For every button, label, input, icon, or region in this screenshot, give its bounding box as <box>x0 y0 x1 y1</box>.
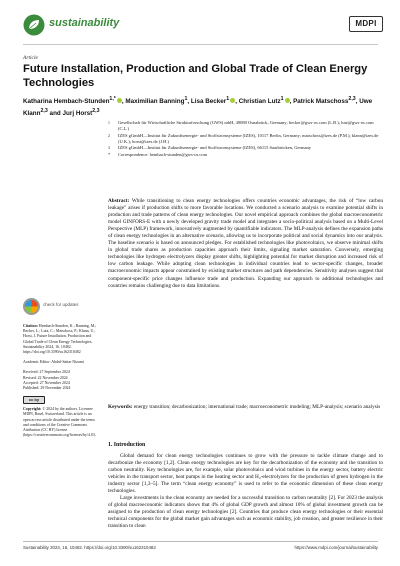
orcid-icon[interactable] <box>117 98 122 103</box>
orcid-icon[interactable] <box>285 98 290 103</box>
academic-editor: Academic Editor: Abdul-Sattar Nizami <box>23 360 84 365</box>
author-affil-ref: 1 <box>226 96 230 102</box>
sidebar-info <box>23 296 99 443</box>
check-updates-label: check for updates <box>43 302 79 307</box>
paragraph: Large investments in the clean economy are needed for a successful transition to carbon neutrality [2]. For 2023 the analysis of global macroeconomic indicators shows that 4% of global GDP growth and almost 10% of global investment growth can be assigned to the production of clean energy technologies [2]. Countries that produce clean energy technologies or their essential technical components for the global market gain advantages such as economic stability, job creation, and greater resilience in their transition to clean <box>108 495 383 530</box>
section-heading: 1. Introduction <box>108 442 146 448</box>
abstract <box>108 198 383 290</box>
author-affil-ref: 2,3 <box>40 107 48 114</box>
author-name: Christian Lutz <box>238 98 281 106</box>
received-date: Received: 27 September 2024 <box>23 370 70 375</box>
author-name: Jurj Horst <box>62 109 93 117</box>
author-name: Uwe Klann <box>23 98 373 117</box>
correspondence-item: * Correspondence: hembach-stunden@gws-os.com <box>108 151 208 157</box>
accepted-date: Accepted: 27 November 2024 <box>23 380 70 385</box>
introduction-body <box>108 453 383 531</box>
journal-header <box>23 12 383 38</box>
author-affil-ref: 2,3 <box>92 107 100 114</box>
affiliations <box>108 120 383 158</box>
footer-citation[interactable]: Sustainability 2024, 16, 10482. https://doi.org/10.3390/su162310482 <box>23 545 156 550</box>
author-name: Lisa Becker <box>190 98 227 106</box>
footer-journal-url[interactable]: https://www.mdpi.com/journal/sustainability <box>294 545 378 550</box>
copyright-label: Copyright: <box>23 407 42 412</box>
citation-label: Citation: <box>23 324 38 328</box>
affiliation-item: 1 Gesellschaft für Wirtschaftliche Strukturforschung (GWS) mbH, 49080 Osnabrück, Germany; becker@gws-os.com (L.B.); lutz@gws-os.com (C.L.) <box>108 120 374 131</box>
check-for-updates-badge[interactable] <box>23 296 99 318</box>
article-title: Future Installation, Production and Global Trade of Clean Energy Technologies <box>23 63 368 89</box>
published-date: Published: 29 November 2024 <box>23 386 71 391</box>
cc-by-license-icon[interactable]: cc by <box>23 396 45 404</box>
author-affil-ref: 1 <box>184 96 188 102</box>
keywords-text: energy transition; decarbonization; international trade; macroeconometric modeling; MLP-analysis; scenario analysis <box>133 404 381 410</box>
keywords <box>108 404 383 411</box>
copyright-block <box>23 407 99 438</box>
journal-name[interactable]: sustainability <box>49 17 120 29</box>
citation-text[interactable]: Hembach-Stunden, K.; Banning, M.; Becker, L.; Lutz, C.; Matschoss, P.; Klann, U.; Horst, J. Future Installation, Production and Global Trade of Clean Energy Technologies. Sustainability 2024, 16, 10482. https://doi.org/10.3390/su162310482 <box>23 324 97 355</box>
affiliation-item: 3 IZES gGmbH—Institut für Zukunftsenergie- und Stoffstromsysteme (IZES), 66115 Saarbrücken, Germany <box>108 145 312 150</box>
article-type: Article <box>23 55 38 61</box>
author-affil-ref: 1,* <box>109 96 116 102</box>
copyright-text: © 2024 by the authors. Licensee MDPI, Basel, Switzerland. This article is an open access article distributed under the terms and conditions of the Creative Commons Attribution (CC BY) license (https://creativecommons.org/licenses/by/4.0/). <box>23 407 97 438</box>
revised-date: Revised: 22 November 2024 <box>23 375 68 380</box>
leaf-icon <box>23 14 45 36</box>
abstract-text: While transitioning to clean energy technologies offers countries economic advantages, the risk of “low carbon leakage” arises if production shifts to more favorable locations. We conducted a scenario analysis to examine potential shifts in production and trade patterns of clean energy technologies. Our novel empirical approach combines the global macroeconometric model GINFORS-E with a newly developed gravity trade model and integrates a socio-political analysis based on a Multi-Level Perspective (MLP) framework, innovatively augmented by quantifiable indicators. The MLP-analysis defines the expansion paths of clean energy technologies in an alternative scenario, allowing us to incorporate political and social dynamics into our analysis. The baseline scenario is based on announced pledges. For established technologies like photovoltaics, we observe minimal shifts in global trade shares as production capacities approach their limits, signaling market saturation. Conversely, emerging technologies like hydrogen electrolyzers display greater shifts, highlighting potential for market disruption and increased risk of low carbon leakage. While adopting clean technologies in individual countries lead to sector-specific changes, broader macroeconomic impacts appear constrained by existing market structures and path dependencies. Sensitivity analyses suggest that component-specific price changes influence trade and production. Expanding our approach to additional technologies and countries remains challenging due to data limitations. <box>108 198 384 289</box>
author-affil-ref: 1 <box>280 96 284 102</box>
keywords-label: Keywords: <box>108 404 133 410</box>
header-divider <box>23 44 378 45</box>
author-list: Katharina Hembach-Stunden$^{1,*}$ , Maximilian Banning$^1$, Lisa Becker$^1$ , Christian Lutz$^1$ , Patrick Matschoss$^{2,3}$, Uwe Klann$^{2,3}$ and Jurj Horst$^{2,3}$ <box>23 96 373 117</box>
footer-divider <box>23 541 378 542</box>
author-affil-ref: 2,3 <box>348 96 356 102</box>
author-name: Maximilian Banning <box>125 98 185 106</box>
citation-block <box>23 324 99 355</box>
dates-block <box>23 370 99 391</box>
orcid-icon[interactable] <box>230 98 235 103</box>
author-name: Patrick Matschoss <box>293 98 349 106</box>
abstract-label: Abstract: <box>108 198 130 204</box>
check-updates-icon <box>23 298 40 315</box>
paragraph: Global demand for clean energy technologies continues to grow with the pressure to tackle climate change and to decarbonize the economy [1,2]. Clean energy technologies are key for the decarbonization of the economy and the transition to carbon neutrality. Key technologies are, for example, solar photovoltaics and wind turbines in the energy sector, battery electric vehicles in the transport sector, heat pumps in the heating sector and H₂-electrolyzers for the production of green hydrogen in the industry sector [1,3–5]. The term “clean energy economy” is used to refer to the economic dimension of these clean energy technologies. <box>108 453 383 495</box>
affiliation-item: 2 IZES gGmbH—Institut für Zukunftsenergie- und Stoffstromsysteme (IZES), 10117 Berlin, Germany; matschoss@izes.de (P.M.); klann@izes.de (U.K.); horst@izes.de (J.H.) <box>108 132 379 144</box>
author-name: Katharina Hembach-Stunden <box>23 98 110 106</box>
mdpi-logo[interactable]: MDPI <box>349 16 383 32</box>
